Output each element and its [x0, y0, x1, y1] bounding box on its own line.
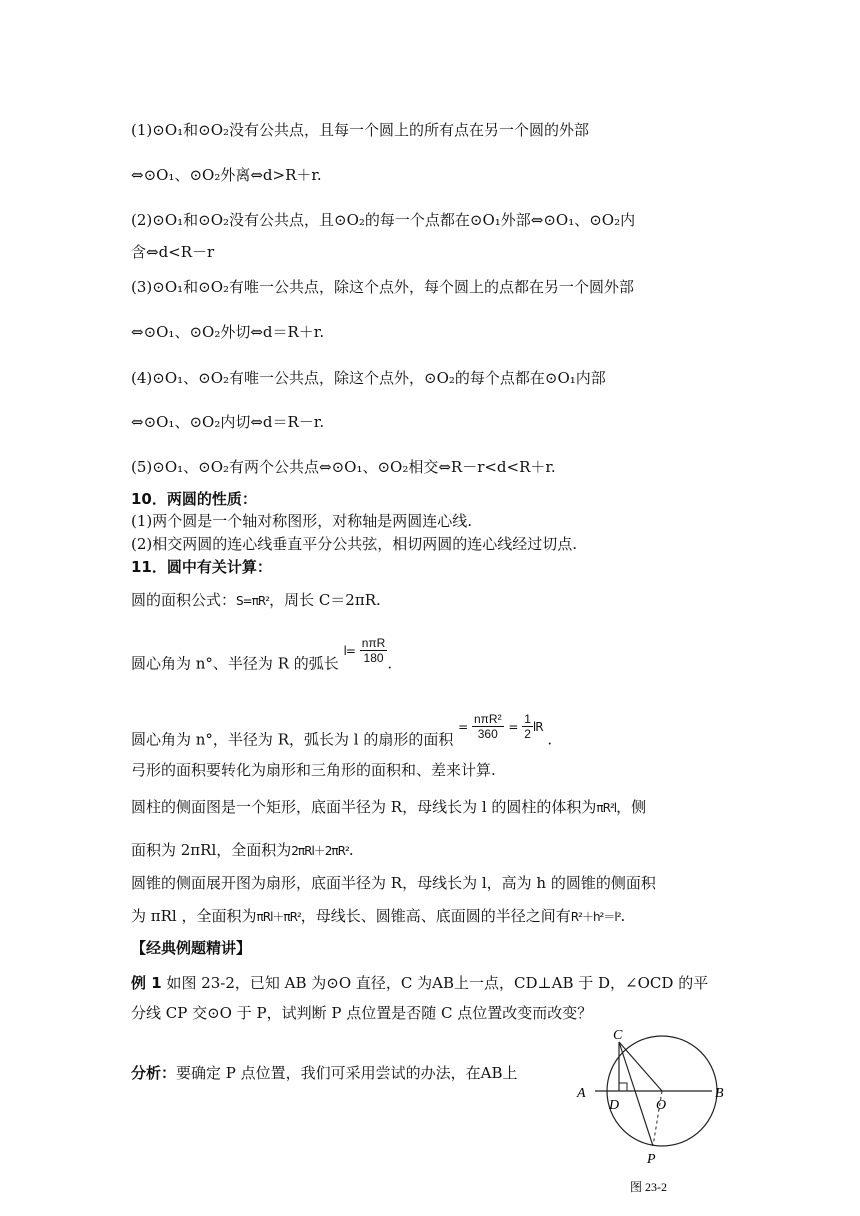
cylinder-lateral: 面积为 2πRl，全面积为	[131, 841, 292, 859]
label-a: A	[577, 1086, 586, 1101]
cone-line-1: 圆锥的侧面展开图为扇形，底面半径为 R，母线长为 l，高为 h 的圆锥的侧面积	[131, 874, 656, 892]
label-c: C	[613, 1028, 623, 1043]
relation-3b: ⇔⊙O₁、⊙O₂外切⇔d＝R＋r.	[131, 323, 325, 341]
relation-2a: (2)⊙O₁和⊙O₂没有公共点，且⊙O₂的每一个点都在⊙O₁外部⇔⊙O₁、⊙O₂内	[131, 211, 636, 229]
half-fraction	[522, 712, 533, 741]
relation-5: (5)⊙O₁、⊙O₂有两个公共点⇔⊙O₁、⊙O₂相交⇔R－r<d<R＋r.	[131, 458, 556, 476]
cone-line-2	[131, 906, 625, 927]
right-angle-mark	[619, 1083, 627, 1091]
half-denominator: 2	[524, 727, 531, 741]
sector-denominator: 360	[477, 727, 498, 741]
cylinder-text: 圆柱的侧面图是一个矩形，底面半径为 R，母线长为 l 的圆柱的体积为	[131, 798, 597, 816]
example-1-line-1	[131, 973, 708, 993]
sector-eq2: =	[508, 719, 518, 734]
geometry-figure	[565, 1025, 765, 1203]
relation-4b: ⇔⊙O₁、⊙O₂内切⇔d＝R－r.	[131, 413, 325, 431]
relation-2b: 含⇔d<R－r	[131, 243, 215, 261]
analysis-line	[131, 1063, 518, 1083]
arc-lhs: l=	[343, 643, 355, 658]
arc-text: 圆心角为 n°、半径为 R 的弧长	[131, 654, 339, 673]
arc-numerator: nπR	[361, 636, 386, 650]
area-text: 圆的面积公式：	[131, 591, 237, 609]
cone-total: πRl＋πR²	[256, 910, 301, 924]
cylinder-line-2	[131, 840, 354, 861]
label-b: B	[715, 1086, 724, 1101]
sector-numerator: nπR²	[473, 712, 502, 726]
property-2: (2)相交两圆的连心线垂直平分公共弦，相切两圆的连心线经过切点.	[131, 535, 578, 553]
label-o: O	[656, 1098, 667, 1113]
example-label: 例 1	[131, 974, 162, 992]
cone-mid: ，母线长、圆锥高、底面圆的半径之间有	[300, 907, 571, 925]
area-formula-line	[131, 590, 381, 611]
cylinder-line-1	[131, 797, 646, 818]
arc-length-line	[131, 636, 393, 679]
analysis-label: 分析：	[131, 1064, 177, 1082]
section-title: 【经典例题精讲】	[131, 939, 252, 957]
property-1: (1)两个圆是一个轴对称图形，对称轴是两圆连心线.	[131, 512, 473, 530]
sector-text: 圆心角为 n°，半径为 R，弧长为 l 的扇形的面积	[131, 730, 454, 749]
arc-fraction	[360, 636, 388, 665]
sector-lr: lR	[532, 719, 543, 734]
relation-3a: (3)⊙O₁和⊙O₂有唯一公共点，除这个点外，每个圆上的点都在另一个圆外部	[131, 278, 635, 296]
segment-co	[619, 1042, 662, 1091]
cylinder-end: ，侧	[616, 798, 647, 816]
cylinder-volume: πR²l	[596, 801, 617, 815]
area-rest: ，周长 C＝2πR.	[269, 591, 381, 609]
cylinder-total: 2πRl＋2πR²	[291, 844, 349, 858]
relation-1b: ⇔⊙O₁、⊙O₂外离⇔d>R＋r.	[131, 166, 322, 184]
sector-end: .	[547, 730, 553, 749]
arc-end: .	[387, 654, 393, 673]
analysis-text: 要确定 P 点位置，我们可采用尝试的办法，在AB上	[176, 1064, 518, 1082]
example-1-line-2: 分线 CP 交⊙O 于 P，试判断 P 点位置是否随 C 点位置改变而改变？	[131, 1004, 593, 1022]
segment-line: 弓形的面积要转化为扇形和三角形的面积和、差来计算.	[131, 761, 496, 779]
half-numerator: 1	[524, 712, 531, 726]
sector-fraction	[472, 712, 504, 741]
area-formula: S=πR²	[236, 594, 270, 608]
cylinder-end2: .	[348, 841, 354, 859]
sector-area-line	[131, 712, 553, 755]
heading-10: 10．两圆的性质：	[131, 490, 257, 508]
figure-caption: 图 23-2	[630, 1180, 667, 1194]
arc-denominator: 180	[363, 651, 384, 665]
relation-4a: (4)⊙O₁、⊙O₂有唯一公共点，除这个点外，⊙O₂的每个点都在⊙O₁内部	[131, 369, 606, 387]
cone-relation: R²＋h²＝l²	[570, 910, 621, 924]
relation-1a: (1)⊙O₁和⊙O₂没有公共点，且每一个圆上的所有点在另一个圆的外部	[131, 121, 590, 139]
heading-11: 11．圆中有关计算：	[131, 558, 272, 576]
cone-end: .	[620, 907, 626, 925]
sector-eq: =	[458, 719, 468, 734]
cone-lateral: 为 πRl ，全面积为	[131, 907, 257, 925]
label-p: P	[647, 1152, 656, 1167]
example-text: 如图 23-2，已知 AB 为⊙O 直径，C 为AB上一点，CD⊥AB 于 D，∠OCD 的平	[161, 974, 709, 992]
label-d: D	[609, 1098, 620, 1113]
